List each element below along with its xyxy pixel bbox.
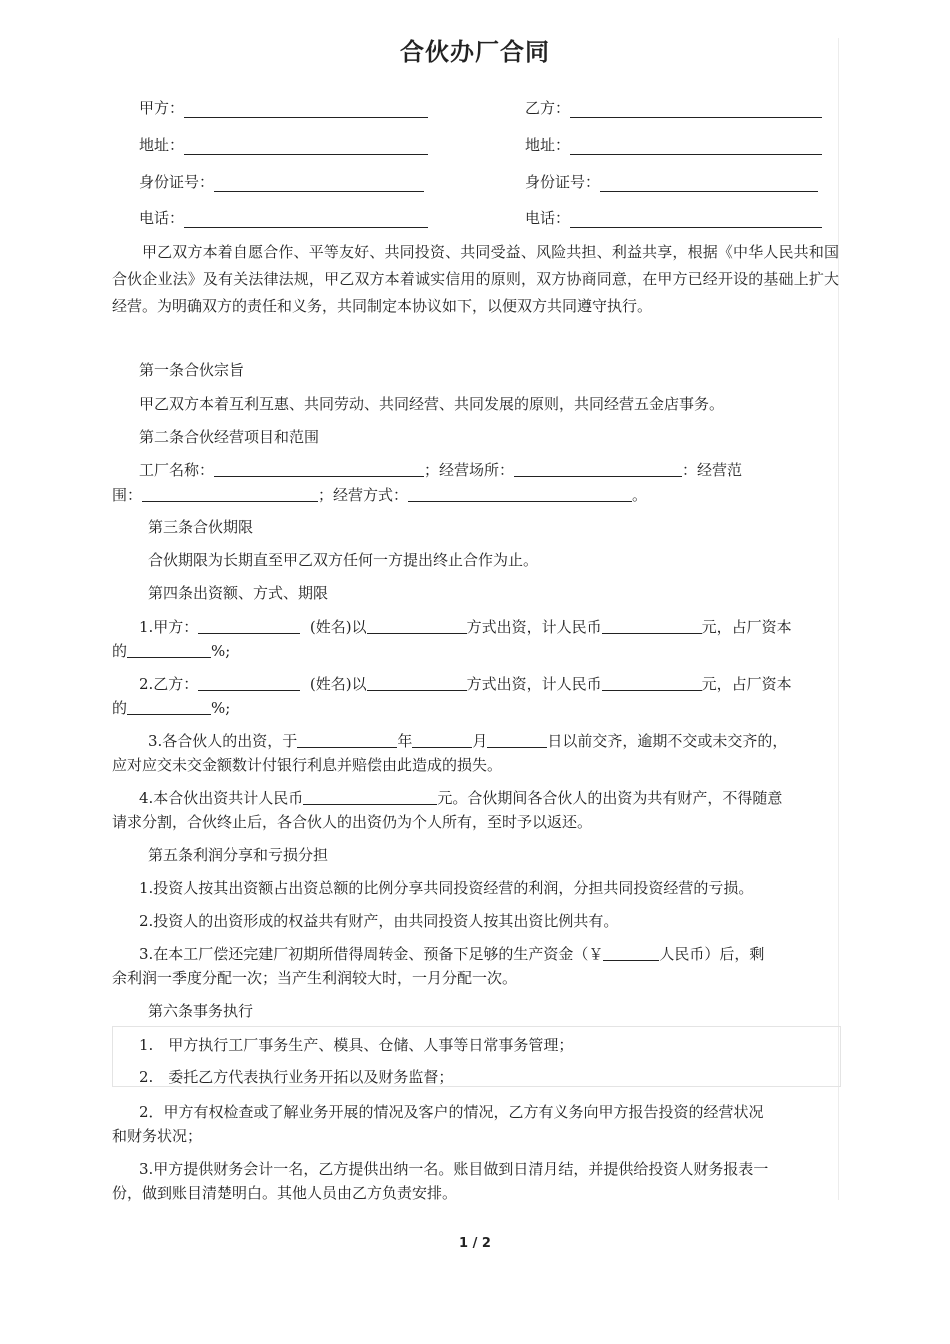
item-2-prefix: 2.乙方： [139,675,199,693]
article-2-end: 。 [632,486,648,504]
party-b-blank[interactable] [570,101,822,118]
party-a-phone-row [139,207,428,228]
party-b-label: 乙方： [525,99,571,117]
article-4-item-2-line-1 [139,672,792,696]
item-2-yuan: 元，占厂资本 [701,675,792,693]
preamble-paragraph: 甲乙双方本着自愿合作、平等友好、共同投资、共同受益、风险共担、利益共享，根据《中华人民共和国合伙企业法》及有关法律法规，甲乙双方本着诚实信用的原则，双方协商同意，在甲方已经开设的基础上扩大经营。为明确双方的责任和义务，共同制定本协议如下，以便双方共同遵守执行。 [112,243,839,315]
party-a-address-row [139,134,428,155]
article-6-item-3-line-1: 2．甲方有权检查或了解业务开展的情况及客户的情况，乙方有义务向甲方报告投资的经营状况 [139,1103,764,1121]
production-fund-blank[interactable] [603,946,659,961]
article-6-heading: 第六条事务执行 [148,1002,254,1020]
article-5-item-3-line-2: 余利润一季度分配一次；当产生利润较大时，一月分配一次。 [112,969,518,987]
deadline-month-blank[interactable] [412,733,472,748]
party-a-id-row [139,171,424,192]
item-3-month: 月 [472,732,488,750]
business-mode-label: ；经营方式： [318,486,409,504]
document-title: 合伙办厂合同 [400,38,550,66]
article-4-heading: 第四条出资额、方式、期限 [148,584,329,602]
article-6-item-2: 2. 委托乙方代表执行业务开拓以及财务监督； [139,1068,454,1086]
item-2-name-by: (姓名)以 [309,675,367,693]
party-a-phone-blank[interactable] [184,211,428,228]
article-5-item-2: 2.投资人的出资形成的权益共有财产，由共同投资人按其出资比例共有。 [139,912,619,930]
article-4-item-3-line-2: 应对应交未交金额数计付银行利息并赔偿由此造成的损失。 [112,756,503,774]
deadline-day-blank[interactable] [487,733,547,748]
article-2-line-2 [112,483,647,507]
item-3-text-a: 3.各合伙人的出资，于 [148,732,298,750]
party-b-row [525,97,822,118]
article-5-item-3-line-1 [139,942,764,966]
total-capital-blank[interactable] [303,790,437,805]
item-1-method: 方式出资，计人民币 [466,618,602,636]
article-1-text: 甲乙双方本着互利互惠、共同劳动、共同经营、共同发展的原则，共同经营五金店事务。 [139,395,725,413]
party-a-name-blank[interactable] [198,619,300,634]
article-2-heading: 第二条合伙经营项目和范围 [139,428,320,446]
item-4-text-a: 4.本合伙出资共计人民币 [139,789,304,807]
item-3-year: 年 [397,732,413,750]
article-5-item-1: 1.投资人按其出资额占出资总额的比例分享共同投资经营的利润，分担共同投资经营的亏损。 [139,879,754,897]
item-4-text-b: 元。合伙期间各合伙人的出资为共有财产，不得随意 [437,789,783,807]
article-4-item-3-line-1 [148,729,787,753]
party-a-id-blank[interactable] [214,175,424,192]
party-b-id-blank[interactable] [600,175,818,192]
article-5-heading: 第五条利润分享和亏损分担 [148,846,329,864]
item-2-percent: %; [211,699,231,717]
business-scope-label-tail: 围： [112,486,143,504]
business-location-blank[interactable] [514,462,682,477]
article-4-item-2-line-2 [112,696,230,720]
item-2-of: 的 [112,699,128,717]
item-1-percent: %; [211,642,231,660]
article-4-item-1-line-2 [112,639,230,663]
article-2-line-1 [139,458,742,482]
article-4-item-4-line-2: 请求分割，合伙终止后，各合伙人的出资仍为个人所有，至时予以返还。 [112,813,593,831]
item-3-suffix: 人民币）后，剩 [659,945,765,963]
factory-name-blank[interactable] [214,462,424,477]
party-a-address-label: 地址： [139,136,185,154]
article-3-text: 合伙期限为长期直至甲乙双方任何一方提出终止合作为止。 [148,551,539,569]
item-1-prefix: 1.甲方： [139,618,199,636]
party-b-percent-blank[interactable] [127,700,211,715]
party-b-id-row [525,171,818,192]
article-6-item-4-line-1: 3.甲方提供财务会计一名，乙方提供出纳一名。账目做到日清月结，并提供给投资人财务报表一 [139,1160,769,1178]
party-a-amount-blank[interactable] [602,619,702,634]
article-4-item-4-line-1 [139,786,782,810]
business-location-label: ；经营场所： [424,461,515,479]
item-1-yuan: 元，占厂资本 [701,618,792,636]
business-scope-blank[interactable] [142,487,318,502]
party-b-amount-blank[interactable] [602,676,702,691]
party-a-row [139,97,428,118]
party-b-method-blank[interactable] [367,676,467,691]
party-b-id-label: 身份证号： [525,173,601,191]
party-a-blank[interactable] [184,101,428,118]
article-3-heading: 第三条合伙期限 [148,518,254,536]
business-mode-blank[interactable] [408,487,632,502]
party-a-method-blank[interactable] [367,619,467,634]
article-6-item-4-line-2: 份，做到账目清楚明白。其他人员由乙方负责安排。 [112,1184,458,1202]
page-number: 1 / 2 [459,1236,491,1251]
deadline-year-blank[interactable] [297,733,397,748]
item-3-prefix: 3.在本工厂偿还完建厂初期所借得周转金、预备下足够的生产资金（￥ [139,945,604,963]
item-2-method: 方式出资，计人民币 [466,675,602,693]
party-b-phone-row [525,207,822,228]
article-6-item-3-line-2: 和财务状况； [112,1127,203,1145]
item-1-name-by: (姓名)以 [309,618,367,636]
party-b-phone-label: 电话： [525,209,571,227]
factory-name-label: 工厂名称： [139,461,215,479]
party-a-label: 甲方： [139,99,185,117]
party-b-address-label: 地址： [525,136,571,154]
party-a-address-blank[interactable] [184,138,428,155]
article-6-item-1: 1. 甲方执行工厂事务生产、模具、仓储、人事等日常事务管理； [139,1036,574,1054]
item-3-text-b: 日以前交齐，逾期不交或未交齐的， [547,732,788,750]
party-a-id-label: 身份证号： [139,173,215,191]
article-6-list-box [112,1026,841,1087]
party-b-address-row [525,134,822,155]
article-4-item-1-line-1 [139,615,792,639]
article-1-heading: 第一条合伙宗旨 [139,361,245,379]
party-a-percent-blank[interactable] [127,643,211,658]
business-scope-label: ：经营范 [682,461,743,479]
party-a-phone-label: 电话： [139,209,185,227]
party-b-phone-blank[interactable] [570,211,822,228]
party-b-address-blank[interactable] [570,138,822,155]
item-1-of: 的 [112,642,128,660]
party-b-name-blank[interactable] [198,676,300,691]
